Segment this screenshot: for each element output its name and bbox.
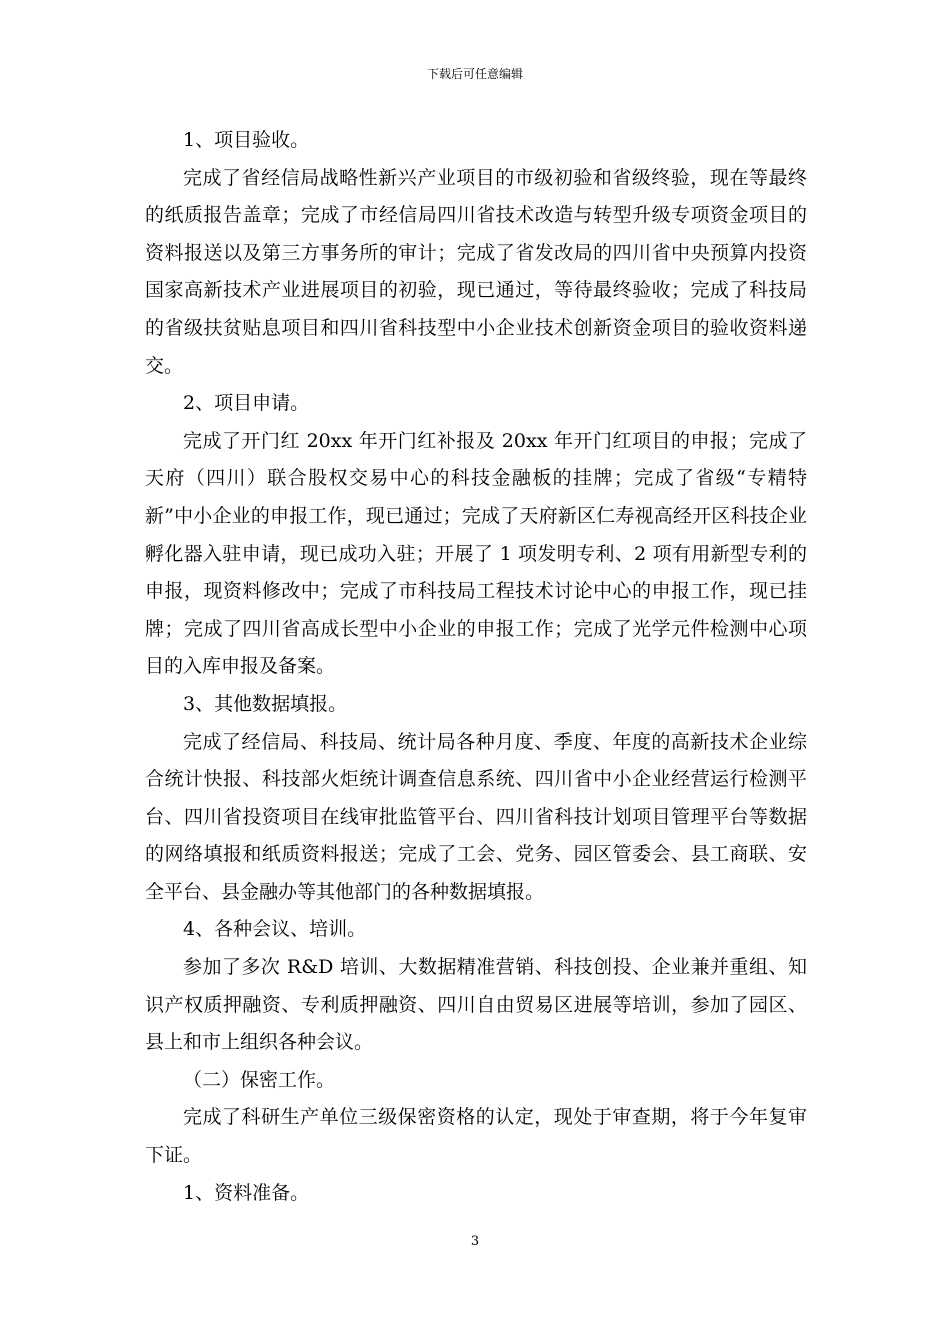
- heading-project-application: 2、项目申请。: [183, 392, 310, 415]
- heading-confidentiality-work: （二）保密工作。: [183, 1068, 336, 1091]
- heading-material-preparation: 1、资料准备。: [183, 1181, 310, 1204]
- document-body: [145, 122, 807, 1212]
- paragraph-other-data-reporting: 完成了经信局、科技局、统计局各种月度、季度、年度的高新技术企业综合统计快报、科技部火炬统计调查信息系统、四川省中小企业经营运行检测平台、四川省投资项目在线审批监管平台、四川省科技计划项目管理平台等数据的网络填报和纸质资料报送；完成了工会、党务、园区管委会、县工商联、安全平台、县金融办等其他部门的各种数据填报。: [145, 730, 807, 903]
- paragraph-project-application: 完成了开门红 20xx 年开门红补报及 20xx 年开门红项目的申报；完成了天府（四川）联合股权交易中心的科技金融板的挂牌；完成了省级“专精特新”中小企业的申报工作，现已通过；完成了天府新区仁寿视高经开区科技企业孵化器入驻申请，现已成功入驻；开展了 1 项发明专利、2 项有用新型专利的申报，现资料修改中；完成了市科技局工程技术讨论中心的申报工作，现已挂牌；完成了四川省高成长型中小企业的申报工作；完成了光学元件检测中心项目的入库申报及备案。: [145, 429, 807, 678]
- paragraph-meetings-training: 参加了多次 R&D 培训、大数据精准营销、科技创投、企业兼并重组、知识产权质押融资、专利质押融资、四川自由贸易区进展等培训，参加了园区、县上和市上组织各种会议。: [145, 956, 807, 1054]
- heading-project-acceptance: 1、项目验收。: [183, 129, 310, 151]
- heading-other-data-reporting: 3、其他数据填报。: [183, 692, 348, 715]
- paragraph-project-acceptance: 完成了省经信局战略性新兴产业项目的市级初验和省级终验，现在等最终的纸质报告盖章；完成了市经信局四川省技术改造与转型升级专项资金项目的资料报送以及第三方事务所的审计；完成了省发改局的四川省中央预算内投资国家高新技术产业进展项目的初验，现已通过，等待最终验收；完成了科技局的省级扶贫贴息项目和四川省科技型中小企业技术创新资金项目的验收资料递交。: [145, 166, 807, 377]
- page-number: 3: [470, 1234, 480, 1249]
- paragraph-confidentiality-work: 完成了科研生产单位三级保密资格的认定，现处于审查期，将于今年复审下证。: [145, 1106, 807, 1167]
- heading-meetings-training: 4、各种会议、培训。: [183, 918, 367, 941]
- page-header: 下载后可任意编辑: [426, 67, 523, 81]
